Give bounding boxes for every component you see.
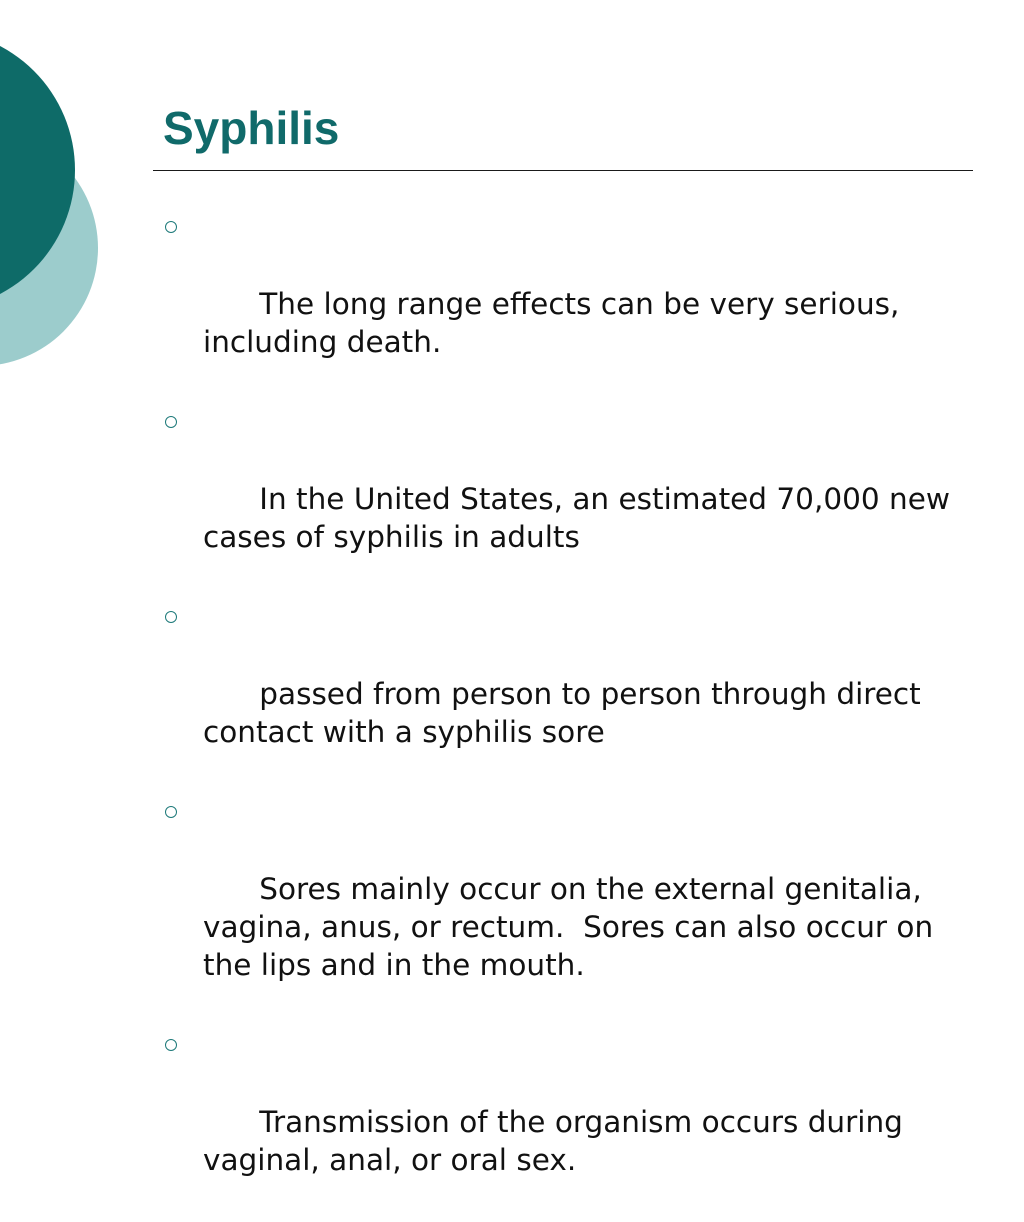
bullet-text: In the United States, an estimated 70,000 new cases of syphilis in adults bbox=[203, 482, 960, 554]
bullet-text: Transmission of the organism occurs during vaginal, anal, or oral sex. bbox=[203, 1105, 913, 1177]
hollow-circle-bullet-icon bbox=[165, 611, 177, 623]
decorative-circles bbox=[0, 0, 110, 420]
bullet-item bbox=[163, 794, 983, 1022]
bullet-list bbox=[163, 209, 983, 1222]
bullet-text: Sores mainly occur on the external genitalia, vagina, anus, or rectum. Sores can also occur on the lips and in the mouth. bbox=[203, 872, 943, 982]
bullet-text: passed from person to person through direct contact with a syphilis sore bbox=[203, 677, 931, 749]
hollow-circle-bullet-icon bbox=[165, 221, 177, 233]
hollow-circle-bullet-icon bbox=[165, 416, 177, 428]
hollow-circle-bullet-icon bbox=[165, 1039, 177, 1051]
slide-title: Syphilis bbox=[163, 102, 340, 154]
bullet-item bbox=[163, 404, 983, 594]
bullet-item bbox=[163, 1027, 983, 1217]
hollow-circle-bullet-icon bbox=[165, 806, 177, 818]
bullet-text: The long range effects can be very serious, including death. bbox=[203, 287, 909, 359]
title-divider bbox=[153, 170, 973, 171]
bullet-item bbox=[163, 209, 983, 399]
bullet-item bbox=[163, 599, 983, 789]
